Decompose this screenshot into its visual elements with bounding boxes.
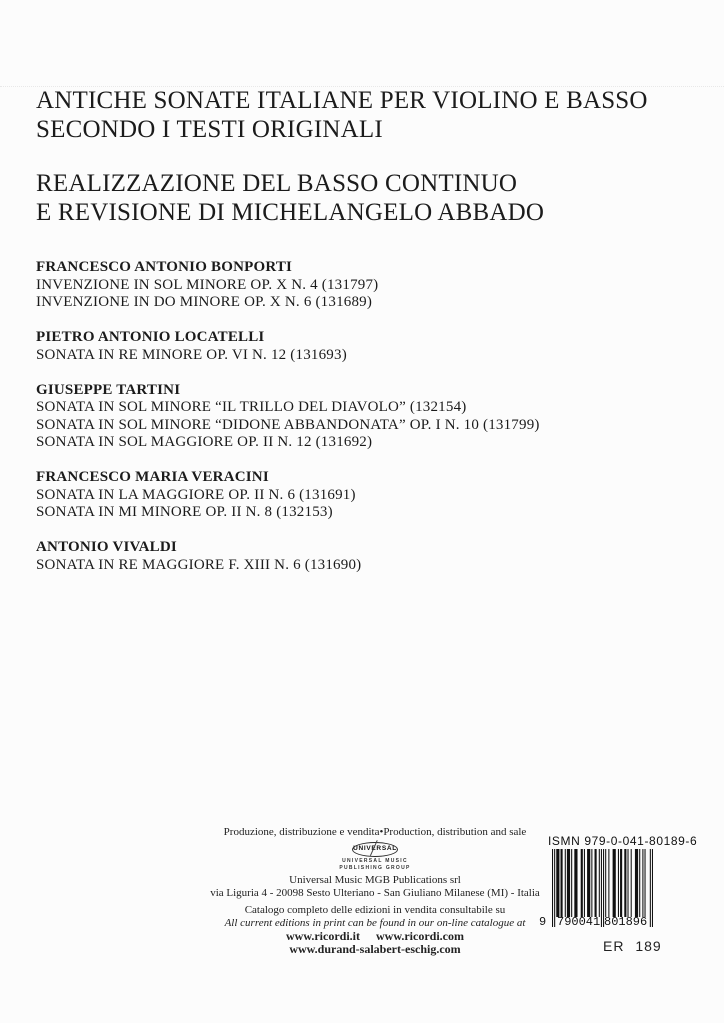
composer-name: GIUSEPPE TARTINI bbox=[36, 381, 181, 398]
work-title: SONATA IN MI MINORE OP. II N. 8 (132153) bbox=[36, 504, 333, 520]
distribution-line: Produzione, distribuzione e vendita•Production, distribution and sale bbox=[223, 826, 527, 838]
catalog-group bbox=[36, 259, 540, 312]
subtitle-line-2: E REVISIONE DI MICHELANGELO ABBADO bbox=[36, 199, 545, 226]
work-title: SONATA IN SOL MINORE “IL TRILLO DEL DIAVOLO” (132154) bbox=[36, 399, 467, 415]
barcode-digit-left: 9 bbox=[539, 915, 547, 929]
catalog-note-italian: Catalogo completo delle edizioni in vendita consultabile su bbox=[244, 904, 506, 916]
composer-name: PIETRO ANTONIO LOCATELLI bbox=[36, 329, 265, 345]
catalog-group bbox=[36, 382, 540, 452]
main-title bbox=[36, 86, 648, 144]
barcode-digit-group-2: 801896 bbox=[604, 915, 648, 929]
url-ricordi-com: www.ricordi.com bbox=[376, 929, 464, 943]
barcode-digit-group-1: 790041 bbox=[557, 915, 601, 929]
work-title: SONATA IN SOL MAGGIORE OP. II N. 12 (131692) bbox=[36, 434, 373, 450]
work-title: INVENZIONE IN SOL MINORE OP. X N. 4 (131797) bbox=[36, 276, 379, 293]
work-title: SONATA IN RE MAGGIORE F. XIII N. 6 (131690) bbox=[36, 556, 362, 573]
composer-name: ANTONIO VIVALDI bbox=[36, 539, 177, 555]
composer-name: FRANCESCO ANTONIO BONPORTI bbox=[36, 259, 293, 275]
subtitle-line-1: REALIZZAZIONE DEL BASSO CONTINUO bbox=[36, 170, 518, 197]
catalog-group bbox=[36, 469, 540, 522]
catalog-group bbox=[36, 539, 540, 574]
url-durand-salabert-eschig: www.durand-salabert-eschig.com bbox=[289, 942, 461, 956]
work-title: SONATA IN LA MAGGIORE OP. II N. 6 (131691) bbox=[36, 486, 356, 503]
works-catalog bbox=[36, 259, 540, 592]
barcode-block bbox=[537, 834, 723, 964]
universal-logo-mark: UNIVERSAL bbox=[352, 842, 398, 857]
universal-logo-sub-2: PUBLISHING GROUP bbox=[339, 864, 411, 871]
publisher-address: via Liguria 4 - 20098 Sesto Ulteriano - San Giuliano Milanese (MI) - Italia bbox=[210, 887, 540, 899]
url-ricordi-it: www.ricordi.it bbox=[286, 929, 360, 943]
work-title: INVENZIONE IN DO MINORE OP. X N. 6 (131689) bbox=[36, 294, 373, 310]
universal-logo-sub-1: UNIVERSAL MUSIC bbox=[342, 857, 408, 864]
main-title-line-1: ANTICHE SONATE ITALIANE PER VIOLINO E BASSO bbox=[36, 87, 648, 114]
publisher-company: Universal Music MGB Publications srl bbox=[289, 874, 461, 886]
ismn-number: ISMN 979-0-041-80189-6 bbox=[548, 834, 698, 848]
work-title: SONATA IN SOL MINORE “DIDONE ABBANDONATA” OP. I N. 10 (131799) bbox=[36, 416, 540, 433]
catalog-group bbox=[36, 329, 540, 364]
subtitle bbox=[36, 169, 544, 227]
composer-name: FRANCESCO MARIA VERACINI bbox=[36, 469, 269, 485]
catalog-note-english: All current editions in print can be found in our on-line catalogue at bbox=[224, 917, 526, 929]
edition-number: ER 189 bbox=[603, 938, 662, 954]
main-title-line-2: SECONDO I TESTI ORIGINALI bbox=[36, 116, 383, 143]
work-title: SONATA IN RE MINORE OP. VI N. 12 (131693) bbox=[36, 346, 347, 363]
